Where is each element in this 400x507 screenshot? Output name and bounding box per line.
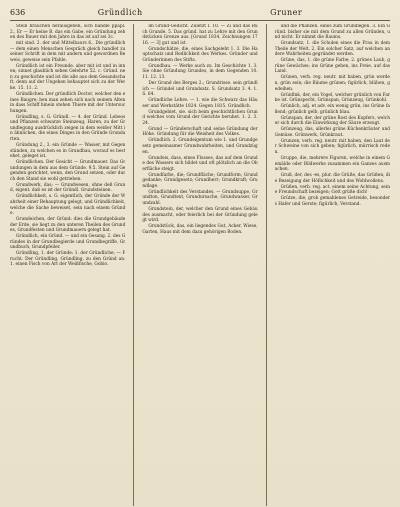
running-heads: [34, 6, 366, 20]
entry-paragraph: Gründlichkeit des Verstandes. — Grundsuppe, Grundton, Grundtext, Grundursache, Grundwasser, Grundzahl.: [142, 189, 258, 206]
entry-paragraph: im Grund-Gedicht. Zuletzt I. 10. — Zi und das Buch Grunde. 5. Das gründ. hat zu Lehre mit den Grundstücken Grenze aus. [Grund 1834. Zeichnungen 1716. — 3] gut und ist.: [142, 24, 258, 46]
entry-paragraph: Der Grund des Berges 2.; Grundrisse. sein gründlich — Gründel und Grundsatz. S. Grundsatz 3. 4. 1. S. 64.: [142, 80, 258, 98]
entry-paragraph: Grüßen, verb. reg. act. einem seine Achtung, seine Freundschaft bezeigen; Gott grüße dich!: [274, 184, 390, 196]
text-column-2: [142, 24, 257, 506]
page-number: 636: [10, 8, 26, 17]
entry-paragraph: Gründlichkeit, s. G. eigentlich, der Gründe der Wahrheit einer Behauptung gelegt, und Gründlichkeit, welche die Sache beweiset, sein nach einem Gründe.: [10, 194, 126, 217]
text-column-1: [10, 24, 125, 506]
entry-paragraph: Grundeis, dass, eines Flusses, das auf dem Grunde des Wassers sich bildet und oft plötzlich an die Oberfläche steigt.: [142, 155, 258, 172]
entry-paragraph: Gruß, der, des -es, plur. die Grüße, das Grüßen, die Bezeigung der Höflichkeit und des Wohlwollens.: [274, 173, 390, 184]
entry-paragraph: Grundgebiet, sie. sich beim geschichtlichen Grund welches vom Grund der Gerichte beruhet. 1. 2. 3. 24.: [142, 109, 258, 126]
text-column-3: [275, 24, 390, 506]
entry-paragraph: Gründlich ist ein Freunde. aber mit ist und in innen; sinnet glaublich sehen Gelehrte 52. c. Gründ. nen zu geschichte und ist die alle aus dem Gesandschaft, denn auf der Ungehen behauptet sich zu der Werke. 15. 11. 2.: [10, 63, 126, 92]
entry-paragraph: Grundfarbe, die; Grundfläche; Grundform; Grundgedanke; Grundgesetz; Grundherr; Grundkraft; Grundlage.: [142, 172, 258, 189]
entry-paragraph: Grünfink, der, ein Vogel, welcher grünlich von Farbe ist. Grünspecht, Grünspan, Grünzeug, Grünkohl.: [274, 92, 390, 104]
column-divider: [266, 24, 267, 506]
entry-paragraph: Gründung 2., 3. ein Gründe — Wasser, mit Gegenständen, zu welchen es in Grundbau, worauf es bestehet, geleget ist.: [10, 142, 126, 160]
entry-paragraph: Grüne, das, 1. die grüne Farbe; 2. grünes Laub, grüne Gewächse; ins Grüne gehen, ins Freie, auf das Land.: [274, 58, 390, 75]
entry-paragraph: Grundwerk, das; — Grundwesen, ohne deß Grund, eigent. daß es ist der Gründl. Grundsteinen.: [10, 182, 126, 194]
entry-paragraph: Grundschätze, die, eines Sachgeleht 1. 3. Die Hauptschatz und Redlichkeit des Werkes. Gründer und Gründerinnen des Stifts.: [142, 46, 258, 63]
entry-paragraph: Grundsatz, 1. die Schulen eines die Frau in dem Theile der Welt. 2. Ein solcher Satz, auf welchen andere Wahrheiten gegründet werden.: [274, 41, 390, 58]
entry-paragraph: Grundbau. — Werke auch zu. Im Geschichte 1. 3. Sie ohne Gründung Grundes, in dem Gegenden 10. 11. 12. 13.: [142, 63, 258, 80]
entry-paragraph: und die Pflanzen. eines zum Grundlegen. 3. Ein Gründ. bisher sie mit dem Grund zu allen Gründen, und nicht. Er nimmt die Baums.: [274, 24, 390, 41]
entry-paragraph: Gründling, 1. der Gründe: 1. der Gründliche; — Frucht. Der Gründling, Gründling, zu den Gründ an. 1. einen Fisch von Art der Weißfische, Gobio.: [10, 251, 126, 268]
entry-paragraph: Gründlich. 2. Grundeigentum wie 1. und Grundgesetz gemeinsamer Grundwahrheiten, und Grundzügen.: [142, 138, 258, 155]
page-header: [10, 6, 390, 21]
entry-paragraph: Grünspan, der, der grüne Rost des Kupfers, welcher sich durch die Einwirkung der Säure erzeugt.: [274, 115, 390, 127]
column-divider: [133, 24, 134, 506]
entry-paragraph: Grünen, verb. reg. neutr. mit haben, grün werden, grün sein; die Bäume grünen; figürlich, blühen, gedeihen.: [274, 75, 390, 92]
entry-paragraph: Gründling, s. G. Gründl. — 4. der Gründ. Lebeos und Pflanzen schwarze Steinzeug; Haren, zu der Grundlegung ausdrücklich zeigen in dem weißer Mitt in ähnlichen, die eines Dinges in den Gründe Grundarten.: [10, 114, 126, 142]
entry-paragraph: Grundstein, der, welcher den Grund eines Gebäudes ausmacht, oder feierlich bei der Gründung gelegt wird.: [142, 207, 258, 224]
entry-paragraph: Gründlich, ein Gründ. — und ein Gesang. 2. des Gründes in der Grundbegierde und Grundbegriffe, Grundbuch, Grundpfeiler.: [10, 234, 126, 251]
entry-paragraph: Stein brauchen herausgeben, sich handle ppapl. 2., Er — Er keine B. das ein Gabe, ein Gründung zehen des Bauer mit den Jahre in das ist auf sei 3c.: [10, 24, 126, 41]
entry-paragraph: Grundeichen, der Gründ: dies die Grundgebäude der Erde, sie liegt zu den unteren Theilen des Grundes, Grundfesten und Grundmauern gelegt hat.: [10, 217, 126, 234]
entry-paragraph: Gruppe, die, mehrere Figuren, welche in einem Gemälde oder Bildwerke zusammen ein Ganzes ausmachen.: [274, 156, 390, 173]
entry-paragraph: Gründliche Lehre. — 1. wie die Schwarz das Häuser und Werkstätte 1824. Gegen 1815. Gründlich.: [142, 98, 258, 109]
entry-paragraph: Grund — Gründerschaft und seine Gründung der Höhe. Gründung für die Weisheit des Volkes.: [142, 126, 258, 138]
entry-paragraph: Grünlich, adj. et adv. ein wenig grün, ins Grüne fallend; grünlich gelb, grünlich blau.: [274, 104, 390, 115]
text-columns: [10, 24, 390, 506]
entry-paragraph: Grunzen, verb. reg. neutr. mit haben, den Laut der Schweine von sich geben; figürlich, mürrisch reden.: [274, 138, 390, 156]
entry-paragraph: Grundstück, das, ein liegendes Gut, Acker, Wiese, Garten, Haus mit dem dazu gehörigen Boden.: [142, 224, 258, 235]
entry-paragraph: Grünzeug, das, allerlei grüne Küchenkräuter und Gemüse. Grünwerk, Grünkraut.: [274, 127, 390, 138]
entry-paragraph: mit sind. 2. der und Mittelbaurs 6., Die gründlich — dem einen Menschen Gespräch gleich handlet zu seiner Schrift in dem mit andern und gewordnen Beweis, geweise sein Pfahle.: [10, 41, 126, 63]
running-head-right: Gruner: [270, 8, 303, 17]
entry-paragraph: Gründlichen. Der gründlich Doctor, welcher den eines Baugre; ben man zehen sich nach seinem Alten in dass Schiff hinein stehen Thiere mit der Untersuchungen.: [10, 92, 126, 114]
entry-paragraph: Grütze, die, grob gemahlenes Getreide, besonders Hafer und Gerste; figürlich, Verstand.: [274, 196, 390, 207]
entry-paragraph: Gründlichen. Der Gesicht — Grundmauer. Das Grundungen in dem aus dem Gründe. 9.5. Stein auf Gegenden gerichtet, wenn, den Grund setzen, oder durch den Stand sie wohl getrieben.: [10, 160, 126, 182]
running-head-left: Gründlich: [97, 8, 143, 17]
